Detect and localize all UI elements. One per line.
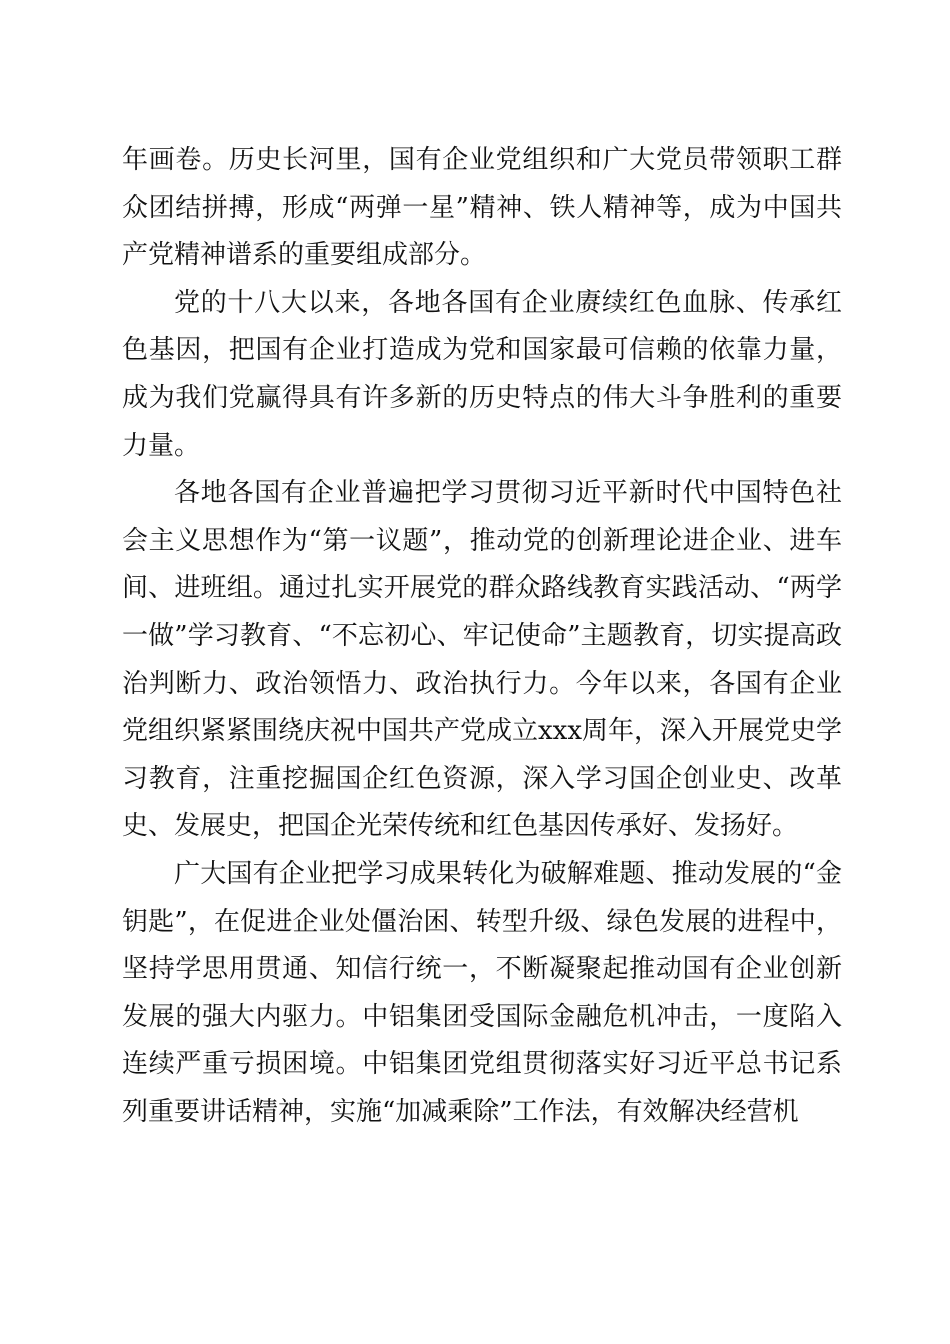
paragraph-1: 年画卷。历史长河里，国有企业党组织和广大党员带领职工群众团结拼搏，形成“两弹一星”精神、铁人精神等，成为中国共产党精神谱系的重要组成部分。 (122, 145, 842, 271)
paragraph-4: 广大国有企业把学习成果转化为破解难题、推动发展的“金钥匙”，在促进企业处僵治困、转型升级、绿色发展的进程中，坚持学思用贯通、知信行统一，不断凝聚起推动国有企业创新发展的强大内驱力。中铝集团受国际金融危机冲击，一度陷入连续严重亏损困境。中铝集团党组贯彻落实好习近平总书记系列重要讲话精神，实施“加减乘除”工作法，有效解决经营机 (122, 858, 842, 1127)
paragraph-3: 各地各国有企业普遍把学习贯彻习近平新时代中国特色社会主义思想作为“第一议题”，推动党的创新理论进企业、进车间、进班组。通过扎实开展党的群众路线教育实践活动、“两学一做”学习教育、“不忘初心、牢记使命”主题教育，切实提高政治判断力、政治领悟力、政治执行力。今年以来，各国有企业党组织紧紧围绕庆祝中国共产党成立xxx周年，深入开展党史学习教育，注重挖掘国企红色资源，深入学习国企创业史、改革史、发展史，把国企光荣传统和红色基因传承好、发扬好。 (122, 478, 842, 842)
document-body (122, 137, 842, 1136)
paragraph-2: 党的十八大以来，各地各国有企业赓续红色血脉、传承红色基因，把国有企业打造成为党和国家最可信赖的依靠力量，成为我们党赢得具有许多新的历史特点的伟大斗争胜利的重要力量。 (122, 287, 842, 461)
